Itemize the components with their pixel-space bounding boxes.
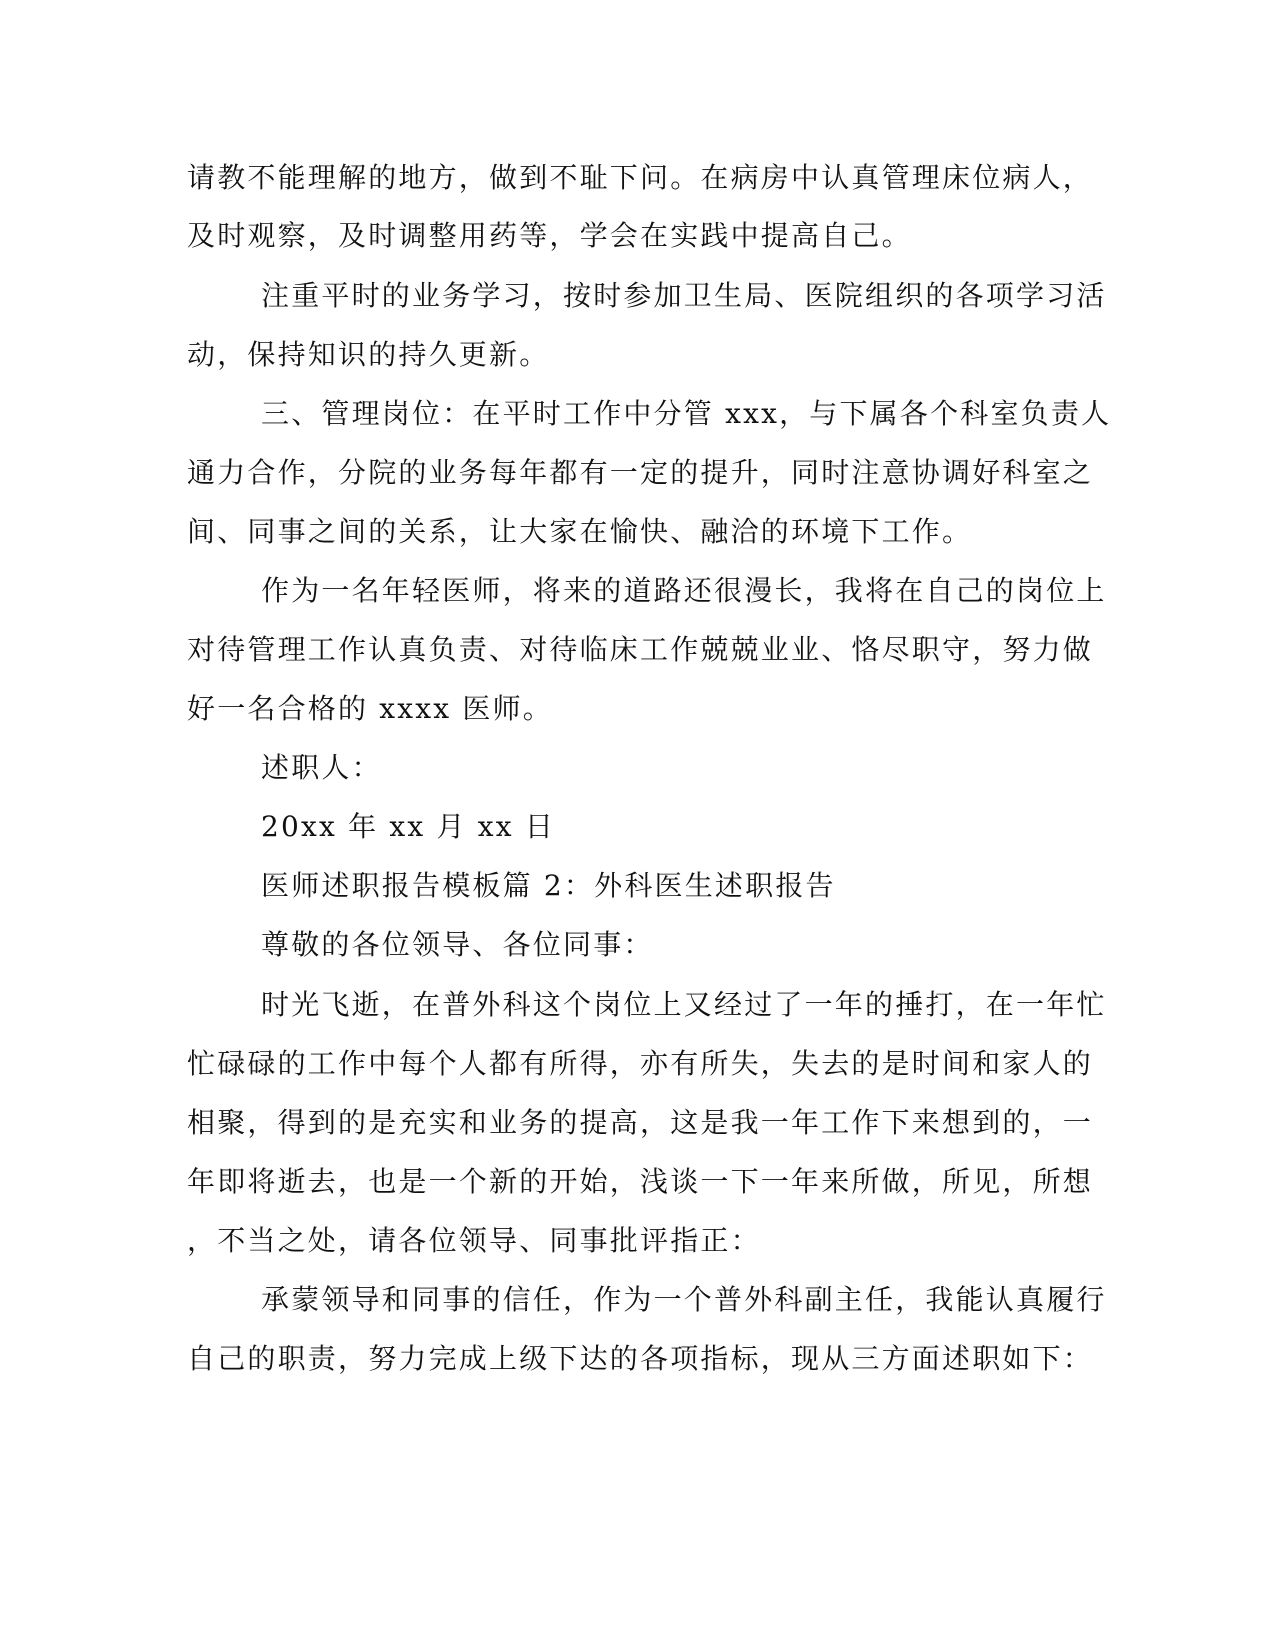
text-line: 注重平时的业务学习，按时参加卫生局、医院组织的各项学习活 [261, 279, 1107, 312]
date-line: 20xx 年 xx 月 xx 日 [261, 810, 556, 843]
text-line: 对待管理工作认真负责、对待临床工作兢兢业业、恪尽职守，努力做 [187, 633, 1094, 666]
section-heading: 医师述职报告模板篇 2：外科医生述职报告 [261, 869, 836, 902]
text-line: 请教不能理解的地方，做到不耻下问。在病房中认真管理床位病人， [187, 161, 1094, 194]
text-line: 相聚，得到的是充实和业务的提高，这是我一年工作下来想到的，一 [187, 1106, 1094, 1139]
text-line: 忙碌碌的工作中每个人都有所得，亦有所失，失去的是时间和家人的 [187, 1047, 1094, 1080]
text-line: 时光飞逝，在普外科这个岗位上又经过了一年的捶打，在一年忙 [261, 988, 1107, 1021]
signature-label: 述职人： [261, 751, 382, 784]
salutation: 尊敬的各位领导、各位同事： [261, 928, 654, 961]
text-line: 间、同事之间的关系，让大家在愉快、融洽的环境下工作。 [187, 515, 973, 548]
text-line: ，不当之处，请各位领导、同事批评指正： [187, 1224, 761, 1257]
text-line: 好一名合格的 xxxx 医师。 [187, 692, 553, 725]
text-line: 动，保持知识的持久更新。 [187, 338, 550, 371]
text-line: 年即将逝去，也是一个新的开始，浅谈一下一年来所做，所见，所想 [187, 1165, 1094, 1198]
text-line: 作为一名年轻医师，将来的道路还很漫长，我将在自己的岗位上 [261, 574, 1107, 607]
text-line: 通力合作，分院的业务每年都有一定的提升，同时注意协调好科室之 [187, 456, 1094, 489]
text-line: 承蒙领导和同事的信任，作为一个普外科副主任，我能认真履行 [261, 1283, 1107, 1316]
text-line: 自己的职责，努力完成上级下达的各项指标，现从三方面述职如下： [187, 1342, 1094, 1375]
text-line: 及时观察，及时调整用药等，学会在实践中提高自己。 [187, 219, 912, 252]
text-line: 三、管理岗位：在平时工作中分管 xxx，与下属各个科室负责人 [261, 397, 1112, 430]
